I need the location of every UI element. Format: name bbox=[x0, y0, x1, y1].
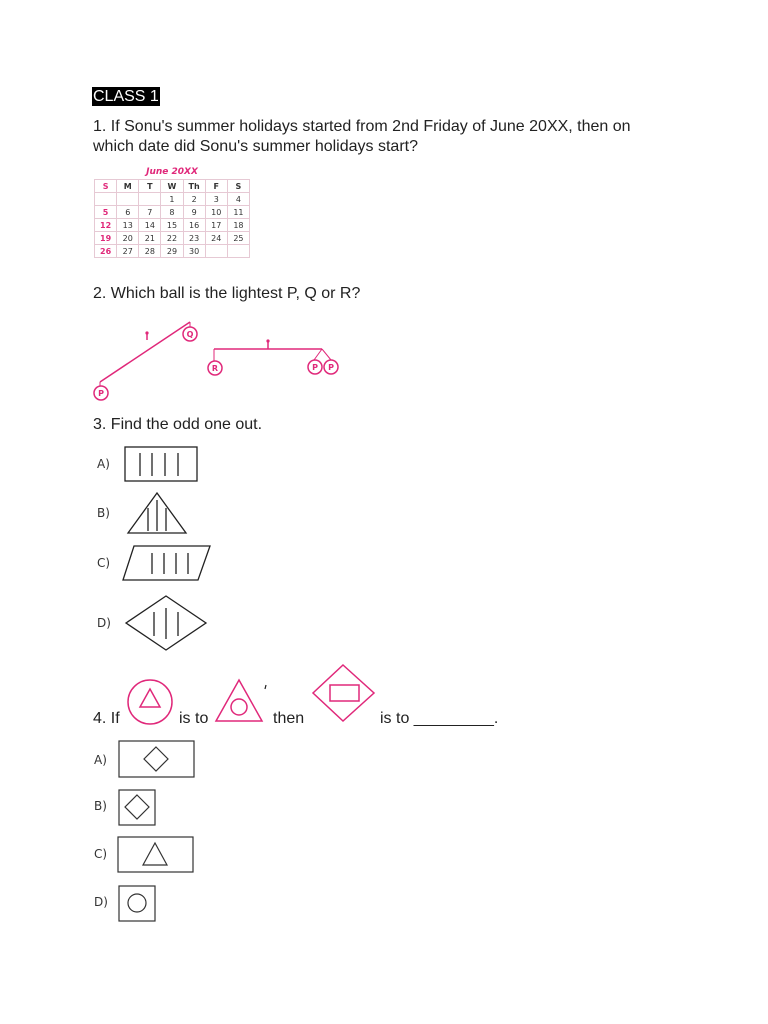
q4-option-d-figure bbox=[118, 885, 158, 923]
calendar-date-cell: 5 bbox=[95, 206, 117, 219]
calendar-day-header: M bbox=[117, 180, 139, 193]
q1-text-line1: 1. If Sonu's summer holidays started from 2nd Friday of June 20XX, then on bbox=[93, 118, 631, 135]
calendar-date-cell: 11 bbox=[227, 206, 249, 219]
calendar-date-cell: 14 bbox=[139, 219, 161, 232]
q4-option-b-figure bbox=[118, 789, 158, 827]
ball-r-label: R bbox=[211, 364, 219, 373]
q4-circle-triangle-figure bbox=[125, 680, 177, 726]
calendar-date-cell bbox=[227, 245, 249, 258]
calendar-date-cell: 25 bbox=[227, 232, 249, 245]
calendar-date-cell: 17 bbox=[205, 219, 227, 232]
calendar-date-cell: 12 bbox=[95, 219, 117, 232]
balance-diagram bbox=[92, 312, 342, 404]
q3-option-d-figure bbox=[124, 594, 210, 654]
q4-option-a-label: A) bbox=[94, 753, 107, 767]
q4-text-is-to: is to bbox=[179, 710, 209, 727]
calendar-date-cell: 13 bbox=[117, 219, 139, 232]
q4-diamond-rectangle-figure bbox=[311, 663, 377, 723]
q4-option-a-figure bbox=[118, 740, 196, 780]
calendar-date-cell: 18 bbox=[227, 219, 249, 232]
calendar-day-header: S bbox=[227, 180, 249, 193]
calendar-date-cell bbox=[117, 193, 139, 206]
calendar-date-cell: 3 bbox=[205, 193, 227, 206]
calendar-date-cell: 20 bbox=[117, 232, 139, 245]
calendar-date-cell: 24 bbox=[205, 232, 227, 245]
calendar-week-row bbox=[95, 245, 250, 258]
calendar-week-row bbox=[95, 219, 250, 232]
calendar-date-cell: 10 bbox=[205, 206, 227, 219]
calendar-date-cell: 19 bbox=[95, 232, 117, 245]
calendar-date-cell: 30 bbox=[183, 245, 205, 258]
calendar-day-header: F bbox=[205, 180, 227, 193]
calendar-date-cell bbox=[139, 193, 161, 206]
calendar-date-cell: 23 bbox=[183, 232, 205, 245]
calendar-date-cell: 1 bbox=[161, 193, 183, 206]
ball-p2-label: P bbox=[312, 363, 318, 372]
q4-text-is-to-blank: is to _________. bbox=[380, 710, 499, 727]
ball-p-label: P bbox=[98, 389, 104, 398]
q1-text-line2: which date did Sonu's summer holidays start? bbox=[93, 138, 418, 155]
q4-option-c-label: C) bbox=[94, 847, 108, 861]
calendar-date-cell: 9 bbox=[183, 206, 205, 219]
calendar-date-cell bbox=[205, 245, 227, 258]
calendar-date-cell: 27 bbox=[117, 245, 139, 258]
calendar-date-cell: 29 bbox=[161, 245, 183, 258]
q3-option-b-figure bbox=[126, 491, 190, 535]
calendar-day-header: T bbox=[139, 180, 161, 193]
q4-option-b-label: B) bbox=[94, 799, 107, 813]
calendar-day-header: Th bbox=[183, 180, 205, 193]
calendar-day-header: W bbox=[161, 180, 183, 193]
q4-text-then: then bbox=[273, 710, 305, 727]
calendar-date-cell: 4 bbox=[227, 193, 249, 206]
class-label: CLASS 1 bbox=[93, 88, 159, 105]
calendar-day-header: S bbox=[95, 180, 117, 193]
q4-triangle-circle-figure bbox=[214, 678, 270, 726]
calendar-date-cell: 2 bbox=[183, 193, 205, 206]
calendar-date-cell bbox=[95, 193, 117, 206]
q3-text: 3. Find the odd one out. bbox=[93, 416, 263, 433]
calendar-date-cell: 16 bbox=[183, 219, 205, 232]
q3-option-a-label: A) bbox=[97, 457, 110, 471]
calendar-title: June 20XX bbox=[146, 167, 198, 177]
q2-text: 2. Which ball is the lightest P, Q or R? bbox=[93, 285, 361, 302]
ball-p3-label: P bbox=[328, 363, 334, 372]
calendar-date-cell: 7 bbox=[139, 206, 161, 219]
calendar-date-cell: 8 bbox=[161, 206, 183, 219]
q4-text-if: 4. If bbox=[93, 710, 120, 727]
calendar-week-row bbox=[95, 193, 250, 206]
calendar-date-cell: 15 bbox=[161, 219, 183, 232]
q3-option-b-label: B) bbox=[97, 506, 110, 520]
june-calendar bbox=[94, 165, 250, 270]
q3-option-a-figure bbox=[124, 446, 200, 484]
calendar-date-cell: 6 bbox=[117, 206, 139, 219]
q3-option-c-label: C) bbox=[97, 556, 111, 570]
calendar-date-cell: 26 bbox=[95, 245, 117, 258]
q3-option-d-label: D) bbox=[97, 616, 111, 630]
q4-option-c-figure bbox=[117, 836, 195, 876]
calendar-week-row bbox=[95, 232, 250, 245]
calendar-date-cell: 22 bbox=[161, 232, 183, 245]
q4-option-d-label: D) bbox=[94, 895, 108, 909]
q3-option-c-figure bbox=[122, 544, 212, 582]
calendar-week-row bbox=[95, 206, 250, 219]
calendar-date-cell: 21 bbox=[139, 232, 161, 245]
ball-q-label: Q bbox=[186, 330, 194, 339]
calendar-date-cell: 28 bbox=[139, 245, 161, 258]
